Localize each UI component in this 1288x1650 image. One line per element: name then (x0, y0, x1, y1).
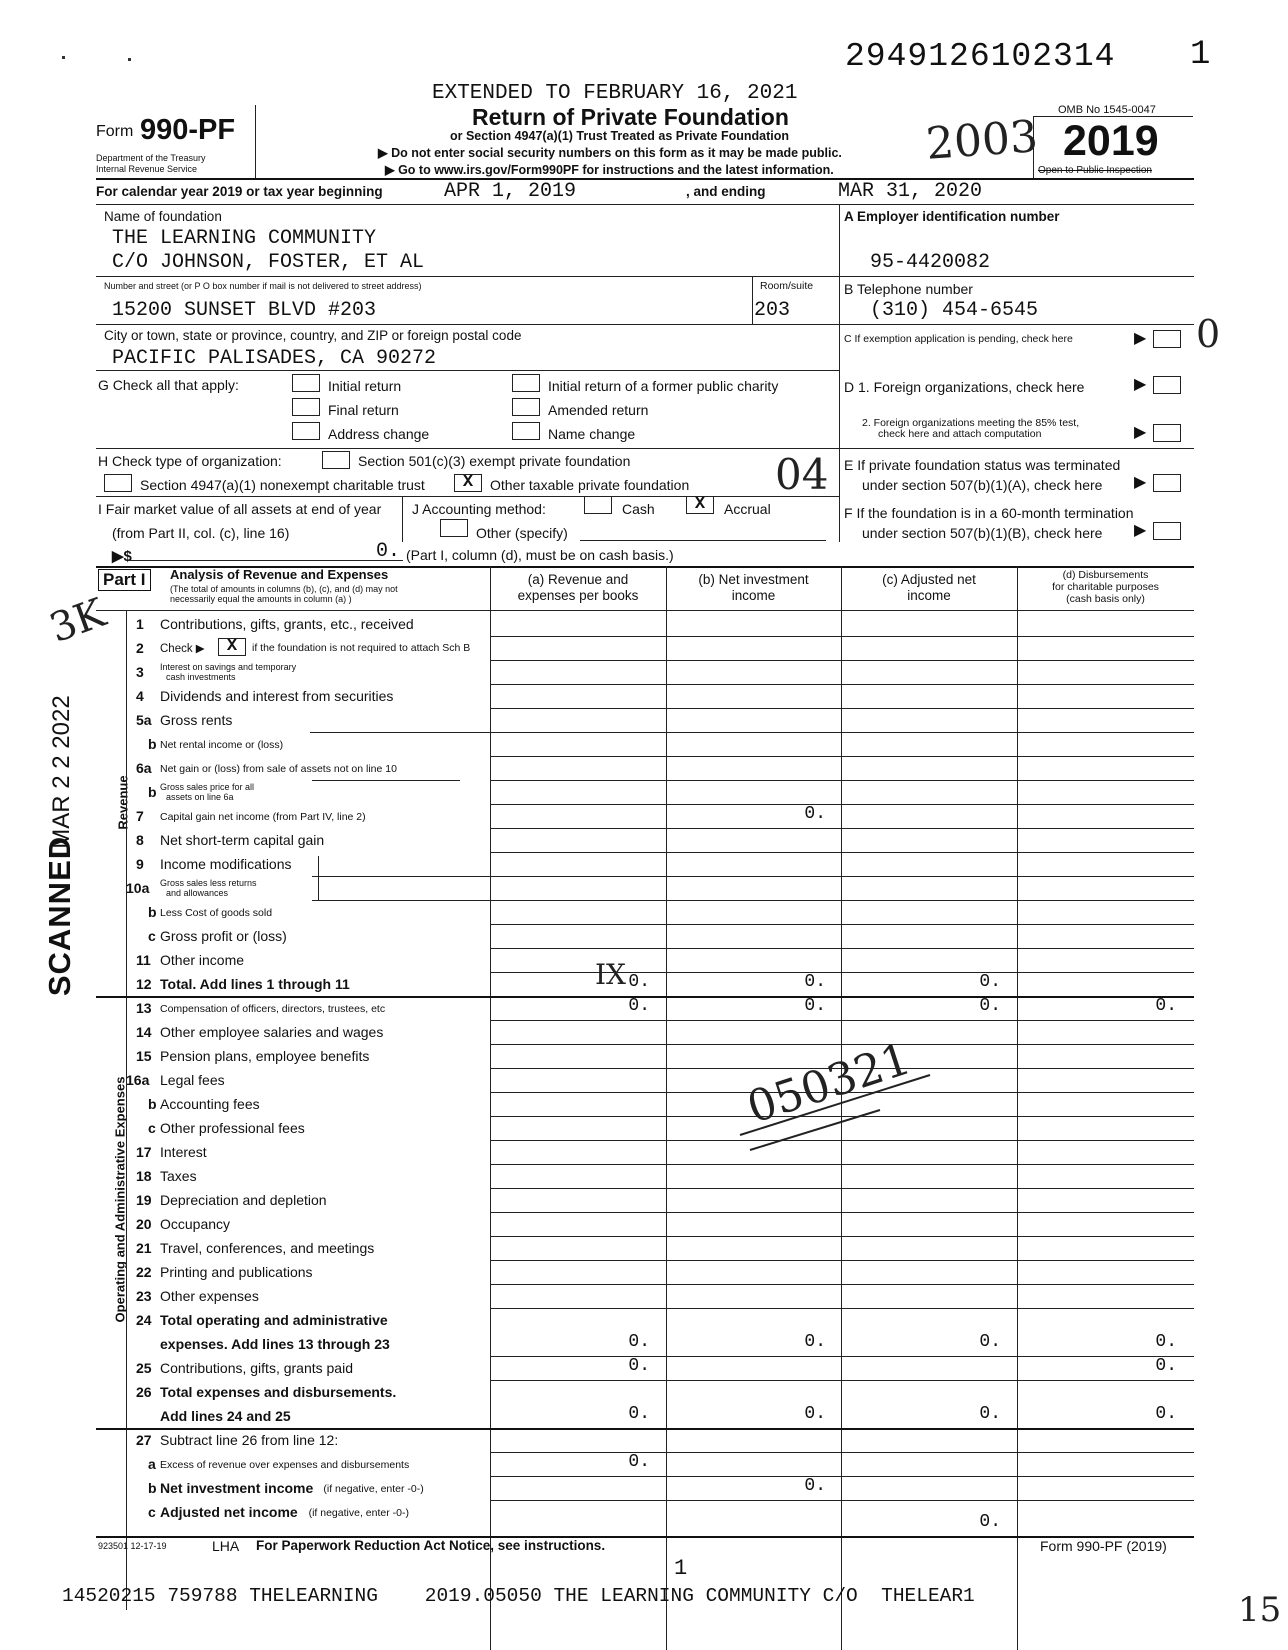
form-subtitle: or Section 4947(a)(1) Trust Treated as Private Foundation (450, 129, 789, 143)
c-arrow-icon: ▶ (1134, 330, 1147, 347)
line-label: Check ▶ (160, 643, 205, 655)
line-number: b (148, 904, 157, 920)
line-number: 27 (136, 1432, 152, 1448)
cell-value-a: 0. (628, 1356, 650, 1376)
line-number: 17 (136, 1144, 152, 1160)
line-number: 1 (136, 616, 144, 632)
line-label-small: Compensation of officers, directors, trustees, etc (160, 1003, 386, 1015)
col-d-header-2: for charitable purposes (1052, 581, 1159, 593)
line-label: Interest (160, 1144, 207, 1160)
form-number: 990-PF (140, 114, 236, 146)
line-label: Other professional fees (160, 1120, 305, 1136)
line-number: 25 (136, 1360, 152, 1376)
line-label: Net short-term capital gain (160, 832, 325, 848)
tax-year: 2019 (1063, 117, 1159, 165)
j-label: J Accounting method: (412, 501, 546, 517)
line-label-small: assets on line 6a (166, 792, 234, 802)
line-number: 10a (126, 880, 150, 896)
line-label-small: Capital gain net income (from Part IV, line 2) (160, 811, 366, 823)
taxyear-label: For calendar year 2019 or tax year beginning (96, 184, 383, 199)
name-label: Name of foundation (104, 209, 222, 224)
street-label: Number and street (or P O box number if mail is not delivered to street address) (104, 281, 422, 291)
line-number: c (148, 928, 156, 944)
cell-value-a: 0. (628, 1404, 650, 1424)
d2-checkbox[interactable] (1153, 424, 1181, 442)
ein-value: 95-4420082 (870, 251, 991, 274)
line-number: 22 (136, 1264, 152, 1280)
scan-id: 2949126102314 (845, 38, 1116, 75)
e-label-b: under section 507(b)(1)(A), check here (862, 477, 1103, 493)
s501-label: Section 501(c)(3) exempt private foundation (358, 453, 631, 469)
line-number: 14 (136, 1024, 152, 1040)
open-inspection: Open to Public Inspection (1038, 165, 1152, 176)
line-label: Total expenses and disbursements. (160, 1384, 397, 1400)
taxyear-and-ending: , and ending (686, 184, 766, 199)
side-expenses: Operating and Administrative Expenses (112, 1076, 128, 1323)
col-b-header-1: (b) Net investment (698, 572, 809, 587)
line-number: b (148, 784, 157, 800)
accrual-label: Accrual (724, 501, 771, 517)
line-label-small: Gross sales price for all (160, 782, 255, 792)
line-label-small: cash investments (166, 672, 236, 682)
part1-subtitle-b: necessarily equal the amounts in column (a) ) (170, 594, 352, 604)
amended-return-checkbox[interactable] (512, 398, 540, 416)
phone-value: (310) 454-6545 (870, 299, 1039, 322)
s501-checkbox[interactable] (322, 451, 350, 469)
line-label: Subtract line 26 from line 12: (160, 1432, 339, 1448)
other-taxable-label: Other taxable private foundation (490, 477, 690, 493)
line-label: expenses. Add lines 13 through 23 (160, 1336, 390, 1352)
room-value: 203 (754, 299, 791, 322)
accrual-checkbox[interactable]: X (686, 496, 714, 514)
cell-value-b: 0. (804, 972, 826, 992)
cell-value-d: 0. (1155, 1332, 1177, 1352)
line-label: Contributions, gifts, grants, etc., received (160, 616, 414, 632)
cell-value-a: 0. (628, 972, 650, 992)
line-label: Travel, conferences, and meetings (160, 1240, 375, 1256)
line-label-small: Gross sales less returns (160, 878, 257, 888)
line-number: 7 (136, 808, 144, 824)
col-a-header-1: (a) Revenue and (527, 572, 629, 587)
i-label-a: I Fair market value of all assets at end of year (98, 501, 382, 517)
foundation-name-1: THE LEARNING COMMUNITY (112, 227, 377, 250)
line-number: 24 (136, 1312, 152, 1328)
line-number: 23 (136, 1288, 152, 1304)
cell-value-b: 0. (804, 1476, 826, 1496)
scanned-word: SCANNED (42, 835, 77, 997)
line-label: Other expenses (160, 1288, 259, 1304)
footer-notice: For Paperwork Reduction Act Notice, see instructions. (256, 1538, 606, 1553)
line-number: 3 (136, 664, 144, 680)
d2-arrow-icon: ▶ (1134, 424, 1147, 441)
page-number: 1 (674, 1556, 688, 1581)
d1-checkbox[interactable] (1153, 376, 1181, 394)
line-label-small: and allowances (166, 888, 229, 898)
line-number: c (148, 1504, 156, 1520)
line-label: Occupancy (160, 1216, 231, 1232)
line-label: Total. Add lines 1 through 11 (160, 976, 350, 992)
line-number: 13 (136, 1000, 152, 1016)
line12-mark: IX (595, 958, 626, 991)
cell-value-c: 0. (979, 996, 1001, 1016)
line-number: a (148, 1456, 156, 1472)
f-arrow-icon: ▶ (1134, 522, 1147, 539)
taxyear-begin: APR 1, 2019 (444, 180, 577, 203)
line-number: 5a (136, 712, 152, 728)
e-arrow-icon: ▶ (1134, 474, 1147, 491)
city-label: City or town, state or province, country, and ZIP or foreign postal code (104, 328, 522, 343)
col-d-header-3: (cash basis only) (1066, 593, 1145, 605)
col-b-header-2: income (731, 588, 776, 603)
col-c-header (841, 572, 1017, 604)
line-label: Legal fees (160, 1072, 225, 1088)
name-change-checkbox[interactable] (512, 422, 540, 440)
room-label: Room/suite (760, 280, 814, 292)
part1-subtitle-a: (The total of amounts in columns (b), (c), and (d) may not (170, 584, 398, 594)
s4947-checkbox[interactable] (104, 474, 132, 492)
d2-label-b: check here and attach computation (878, 428, 1042, 440)
cell-value-d: 0. (1155, 996, 1177, 1016)
line-label: Printing and publications (160, 1264, 313, 1280)
line-label: Add lines 24 and 25 (160, 1408, 291, 1424)
line-label-small: (if negative, enter -0-) (323, 1483, 424, 1495)
line-number: 18 (136, 1168, 152, 1184)
other-method-label: Other (specify) (476, 525, 568, 541)
cell-value-c: 0. (979, 1332, 1001, 1352)
c-label: C If exemption application is pending, check here (844, 333, 1073, 345)
line-number: b (148, 1480, 157, 1496)
col-b-header (666, 572, 841, 604)
f-label-b: under section 507(b)(1)(B), check here (862, 525, 1103, 541)
cell-value-a: 0. (628, 1452, 650, 1472)
cash-checkbox[interactable] (584, 496, 612, 514)
line-label: Accounting fees (160, 1096, 260, 1112)
circle-mark: 0 (1196, 312, 1221, 356)
line-label: Gross rents (160, 712, 233, 728)
line-number: 9 (136, 856, 144, 872)
initial-former-checkbox[interactable] (512, 374, 540, 392)
line-label: Pension plans, employee benefits (160, 1048, 370, 1064)
line-number: b (148, 1096, 157, 1112)
final-return-checkbox[interactable] (292, 398, 320, 416)
handwritten-date: 050321 (741, 1033, 917, 1134)
scanned-date: MAR 2 2 2022 (48, 695, 75, 849)
line-label: Dividends and interest from securities (160, 688, 394, 704)
other-method-checkbox[interactable] (440, 519, 468, 537)
col-a-header (490, 572, 666, 604)
scan-dot (128, 58, 131, 61)
line-label: Depreciation and depletion (160, 1192, 327, 1208)
line-number: 4 (136, 688, 144, 704)
col-c-header-1: (c) Adjusted net (882, 572, 976, 587)
name-change-label: Name change (548, 426, 636, 442)
i-arrow: ▶$ (112, 548, 132, 565)
line-label-small: Net rental income or (loss) (160, 739, 284, 751)
cell-value-b: 0. (804, 996, 826, 1016)
cell-value-d: 0. (1155, 1356, 1177, 1376)
cash-label: Cash (622, 501, 655, 517)
line-number: 20 (136, 1216, 152, 1232)
j-note: (Part I, column (d), must be on cash basis.) (406, 547, 674, 563)
dept-treasury: Department of the Treasury (96, 153, 206, 163)
form-title: Return of Private Foundation (472, 104, 789, 130)
phone-label: B Telephone number (844, 281, 973, 297)
line-number: c (148, 1120, 156, 1136)
line-label: Net investment income (160, 1480, 314, 1496)
form-note-url: ▶ Go to www.irs.gov/Form990PF for instructions and the latest information. (385, 163, 834, 177)
line-label: Taxes (160, 1168, 197, 1184)
street-value: 15200 SUNSET BLVD #203 (112, 299, 377, 322)
line-label: Other income (160, 952, 245, 968)
f-checkbox[interactable] (1153, 522, 1181, 540)
footer-form-ref: Form 990-PF (2019) (1040, 1538, 1167, 1554)
extended-note: EXTENDED TO FEBRUARY 16, 2021 (432, 82, 798, 105)
col-c-header-2: income (907, 588, 951, 603)
scan-dot (62, 56, 65, 59)
cell-value-b: 0. (804, 804, 826, 824)
line-label: Contributions, gifts, grants paid (160, 1360, 353, 1376)
line-label: Total operating and administrative (160, 1312, 388, 1328)
line-number: 8 (136, 832, 144, 848)
g-label: G Check all that apply: (98, 377, 239, 393)
line-label-small: (if negative, enter -0-) (308, 1507, 409, 1519)
h-label: H Check type of organization: (98, 453, 282, 469)
irs-label: Internal Revenue Service (96, 164, 198, 174)
line-number: 12 (136, 976, 152, 992)
line-label: Gross profit or (loss) (160, 928, 287, 944)
address-change-checkbox[interactable] (292, 422, 320, 440)
line-label-small: Excess of revenue over expenses and disbursements (160, 1459, 410, 1471)
cell-value-b: 0. (804, 1332, 826, 1352)
page-mark-15: 15 (1238, 1590, 1282, 1630)
final-return-label: Final return (328, 402, 399, 418)
part1-tag: Part I (98, 569, 151, 591)
footer-code: 923501 12-17-19 (98, 1541, 167, 1551)
d2-label-a: 2. Foreign organizations meeting the 85% test, (862, 417, 1080, 429)
line-number: 11 (136, 952, 151, 968)
c-checkbox[interactable] (1153, 330, 1181, 348)
handwritten-04: 04 (775, 450, 829, 499)
d1-label: D 1. Foreign organizations, check here (844, 379, 1085, 395)
line-number: 26 (136, 1384, 152, 1400)
scan-page-mark: 1 (1190, 36, 1211, 74)
f-label-a: F If the foundation is in a 60-month termination (844, 505, 1134, 521)
line-number: 16a (126, 1072, 150, 1088)
i-label-b: (from Part II, col. (c), line 16) (112, 525, 290, 541)
e-checkbox[interactable] (1153, 474, 1181, 492)
line-number: 19 (136, 1192, 152, 1208)
address-change-label: Address change (328, 426, 430, 442)
cell-value-c: 0. (979, 972, 1001, 992)
line-number: 6a (136, 760, 152, 776)
other-taxable-checkbox[interactable]: X (454, 474, 482, 492)
line-number: 15 (136, 1048, 152, 1064)
line-label-small: Net gain or (loss) from sale of assets not on line 10 (160, 763, 397, 775)
cell-value-d: 0. (1155, 1404, 1177, 1424)
cell-value-b: 0. (804, 1404, 826, 1424)
omb-number: OMB No 1545-0047 (1058, 104, 1156, 116)
d1-arrow-icon: ▶ (1134, 376, 1147, 393)
line-label: Adjusted net income (160, 1504, 298, 1520)
line-label-small: Interest on savings and temporary (160, 662, 297, 672)
footer-lha: LHA (212, 1538, 240, 1554)
col-d-header-1: (d) Disbursements (1062, 569, 1149, 581)
line-label-small: if the foundation is not required to attach Sch B (252, 642, 471, 654)
cell-value-a: 0. (628, 996, 650, 1016)
line-number: 21 (136, 1240, 152, 1256)
form-label: Form (96, 123, 134, 140)
i-value: 0. (376, 540, 401, 563)
cell-value-c: 0. (979, 1512, 1001, 1532)
ein-label: A Employer identification number (844, 209, 1060, 224)
taxyear-end: MAR 31, 2020 (838, 180, 983, 203)
col-a-header-2: expenses per books (517, 588, 639, 603)
col-d-header (1017, 569, 1194, 605)
handwritten-code: 2003 (924, 111, 1040, 170)
initial-return-label: Initial return (328, 378, 402, 394)
cell-value-a: 0. (628, 1332, 650, 1352)
side-revenue: Revenue (115, 775, 131, 830)
sch-b-checkbox[interactable]: X (218, 638, 246, 656)
line-number: b (148, 736, 157, 752)
cell-value-c: 0. (979, 1404, 1001, 1424)
e-label-a: E If private foundation status was terminated (844, 457, 1121, 473)
amended-return-label: Amended return (548, 402, 649, 418)
sheet-mark: 3K (43, 589, 112, 653)
part1-title: Analysis of Revenue and Expenses (170, 567, 389, 582)
handwritten-strokes (700, 1060, 950, 1160)
line-number: 2 (136, 640, 144, 656)
initial-return-checkbox[interactable] (292, 374, 320, 392)
city-value: PACIFIC PALISADES, CA 90272 (112, 347, 437, 370)
line-label-small: Less Cost of goods sold (160, 907, 273, 919)
foundation-name-2: C/O JOHNSON, FOSTER, ET AL (112, 251, 425, 274)
footer-bottom-line: 14520215 759788 THELEARNING 2019.05050 THE LEARNING COMMUNITY C/O THELEAR1 (62, 1585, 975, 1607)
line-label: Income modifications (160, 856, 292, 872)
form-note-ssn: ▶ Do not enter social security numbers on this form as it may be made public. (378, 146, 842, 160)
s4947-label: Section 4947(a)(1) nonexempt charitable trust (140, 477, 425, 493)
line-label: Other employee salaries and wages (160, 1024, 384, 1040)
initial-former-label: Initial return of a former public charity (548, 378, 779, 394)
